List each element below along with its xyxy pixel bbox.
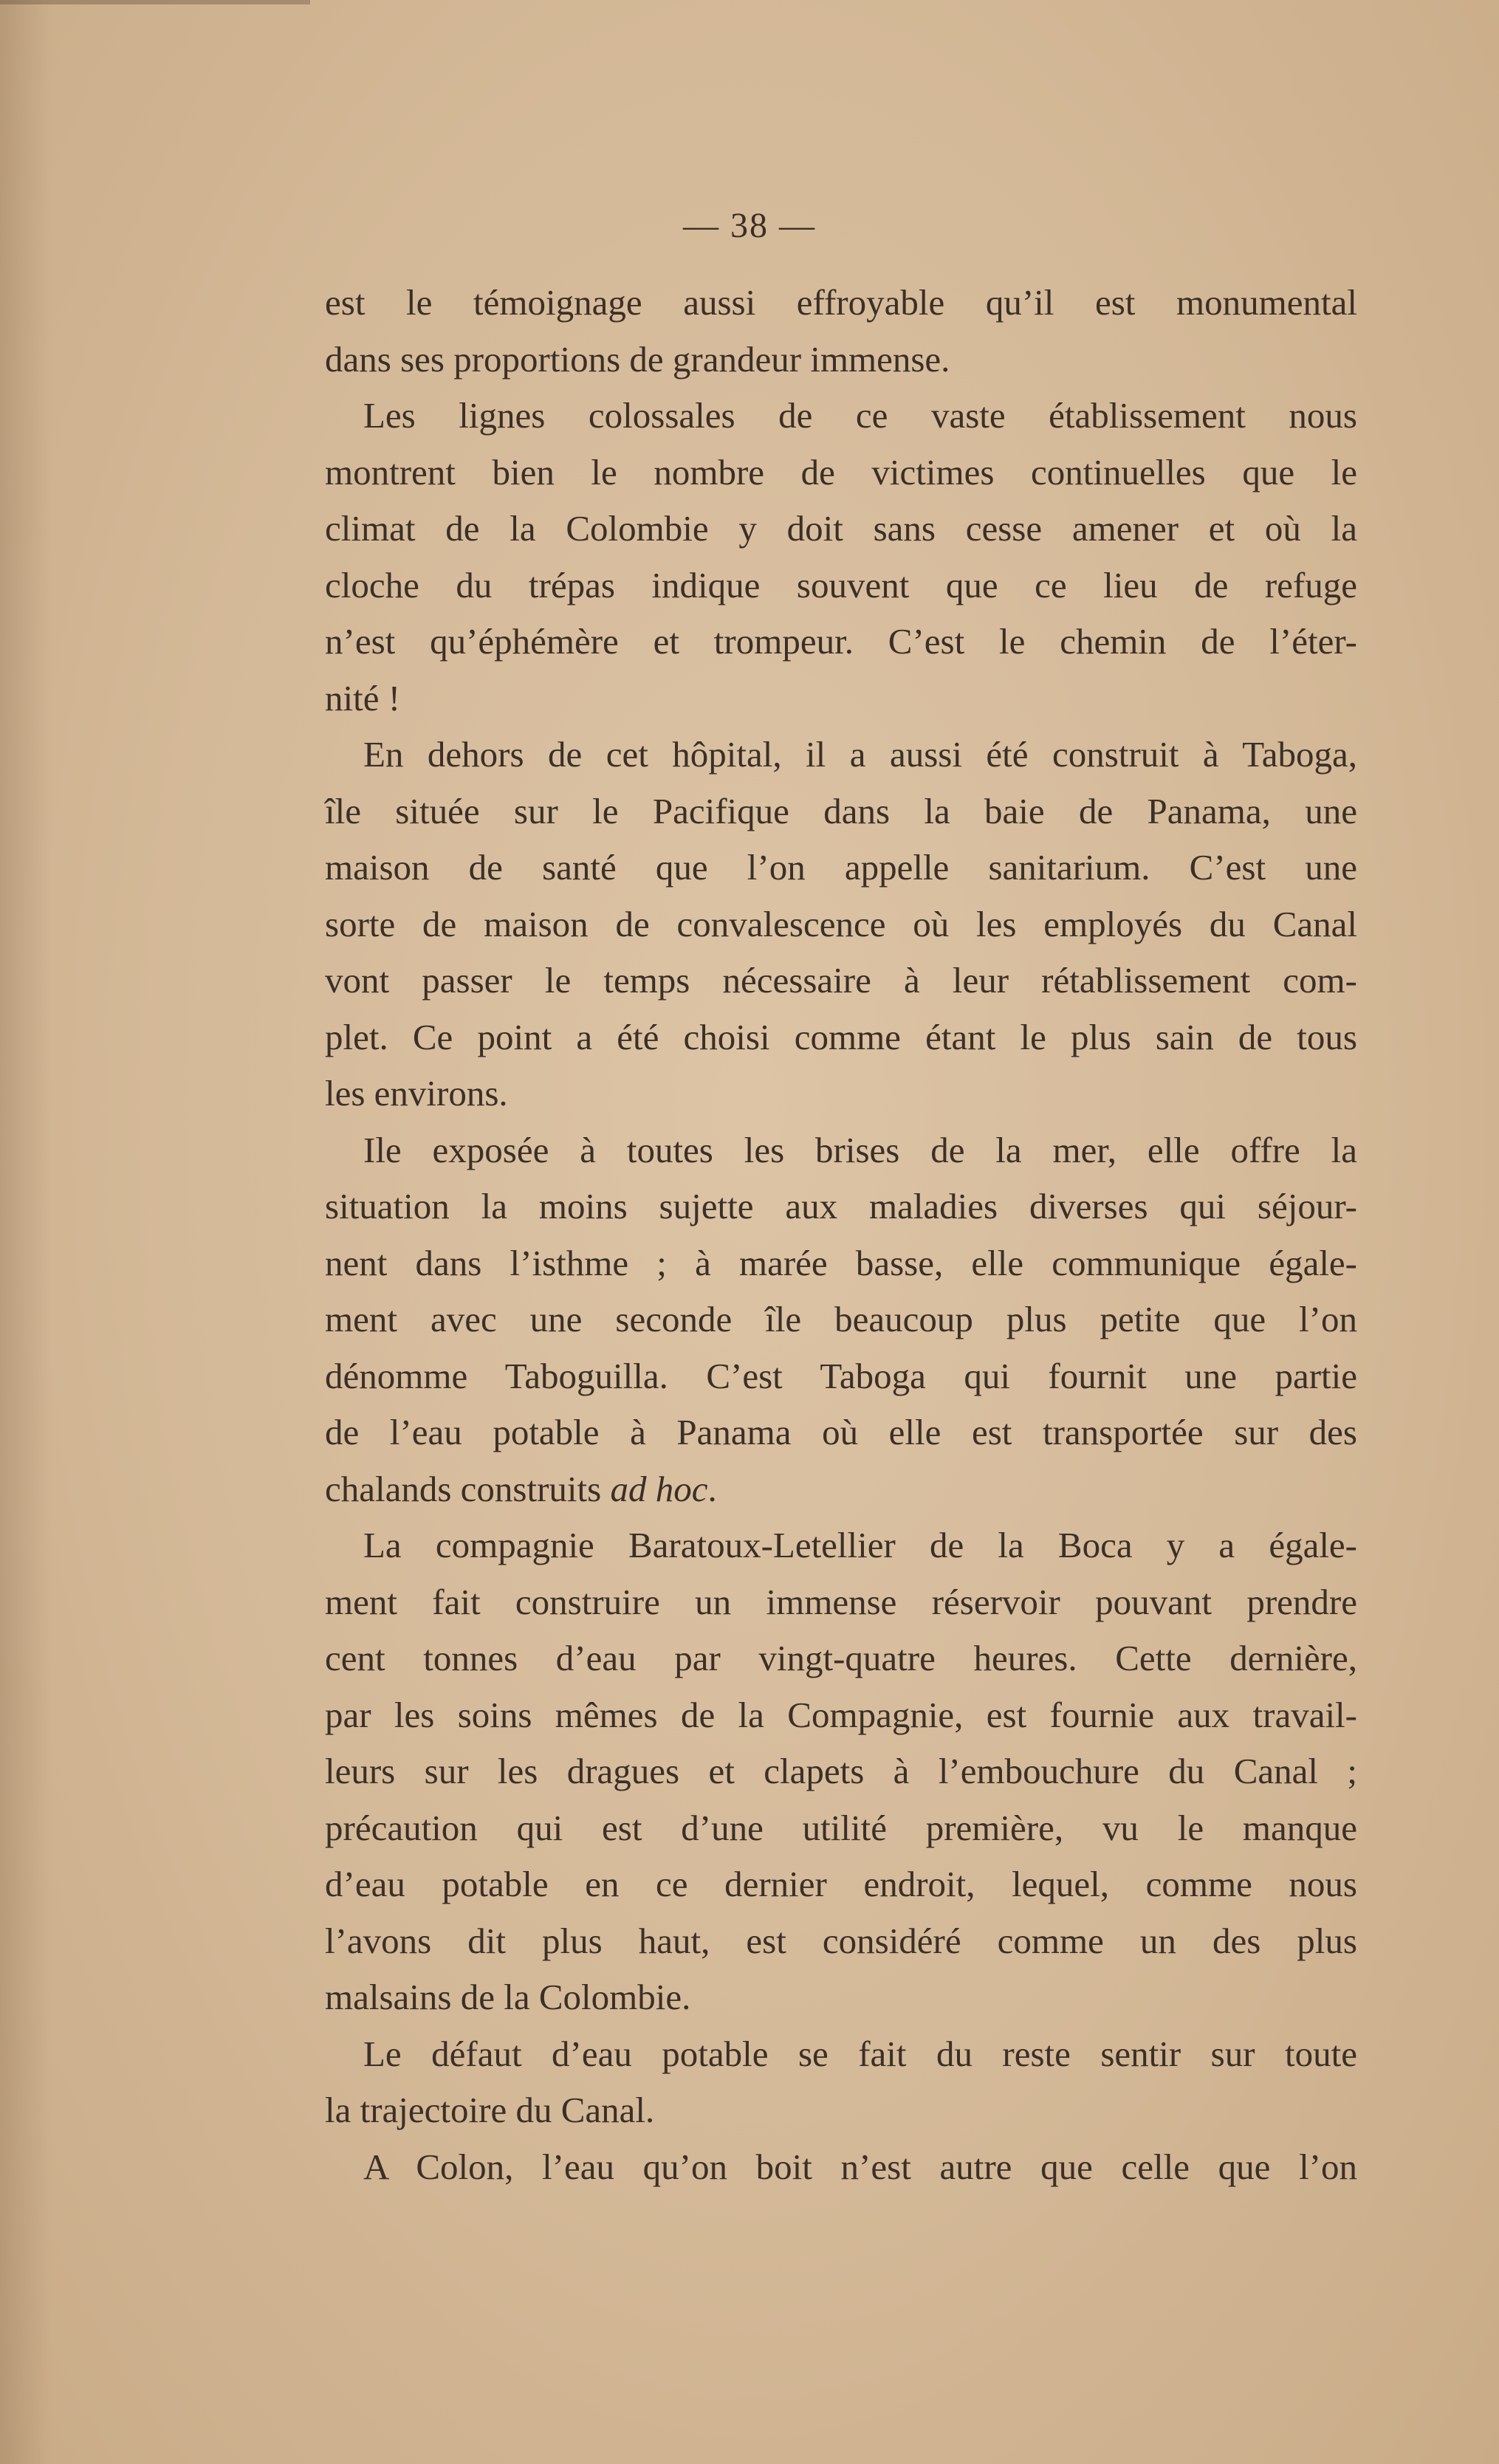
text-line: vont passer le temps nécessaire à leur rétablissement com- bbox=[325, 960, 1357, 1001]
text-line: maison de santé que l’on appelle sanitarium. C’est une bbox=[325, 847, 1357, 888]
text-line: Ile exposée à toutes les brises de la mer, elle offre la bbox=[363, 1129, 1357, 1170]
text-segment: . bbox=[707, 1468, 717, 1509]
page-top-edge bbox=[0, 0, 310, 4]
text-line: malsains de la Colombie. bbox=[325, 1977, 691, 2017]
page-number: — 38 — bbox=[683, 206, 816, 245]
text-line: La compagnie Baratoux-Letellier de la Boca y a égale- bbox=[363, 1525, 1357, 1565]
text-line: situation la moins sujette aux maladies diverses qui séjour- bbox=[325, 1186, 1357, 1226]
text-line: Les lignes colossales de ce vaste établissement nous bbox=[363, 395, 1357, 436]
text-line: n’est qu’éphémère et trompeur. C’est le chemin de l’éter- bbox=[325, 621, 1357, 662]
text-line: cent tonnes d’eau par vingt-quatre heures. Cette dernière, bbox=[325, 1638, 1357, 1678]
text-line: A Colon, l’eau qu’on boit n’est autre que celle que l’on bbox=[363, 2146, 1357, 2187]
text-line: leurs sur les dragues et clapets à l’embouchure du Canal ; bbox=[325, 1751, 1357, 1791]
italic-phrase: ad hoc bbox=[610, 1468, 708, 1509]
page-edge-shadow bbox=[0, 0, 52, 2464]
text-line: dans ses proportions de grandeur immense. bbox=[325, 338, 950, 380]
text-line: montrent bien le nombre de victimes continuelles que le bbox=[325, 451, 1357, 493]
text-line: nent dans l’isthme ; à marée basse, elle communique égale- bbox=[325, 1242, 1357, 1283]
text-line: est le témoignage aussi effroyable qu’il est monumental bbox=[325, 282, 1357, 323]
text-line: ment avec une seconde île beaucoup plus petite que l’on bbox=[325, 1299, 1357, 1339]
text-line: les environs. bbox=[325, 1073, 508, 1113]
text-line: plet. Ce point a été choisi comme étant le plus sain de tous bbox=[325, 1016, 1357, 1057]
text-line: par les soins mêmes de la Compagnie, est fournie aux travail- bbox=[325, 1694, 1357, 1735]
text-line: d’eau potable en ce dernier endroit, lequel, comme nous bbox=[325, 1864, 1357, 1904]
text-line: dénomme Taboguilla. C’est Taboga qui fournit une partie bbox=[325, 1355, 1357, 1396]
body-text bbox=[325, 275, 1357, 2195]
text-segment: chalands construits bbox=[325, 1468, 611, 1509]
text-line: nité ! bbox=[325, 677, 401, 718]
text-line: ment fait construire un immense réservoir pouvant prendre bbox=[325, 1581, 1357, 1622]
text-line: Le défaut d’eau potable se fait du reste sentir sur toute bbox=[363, 2033, 1357, 2074]
text-line: de l’eau potable à Panama où elle est transportée sur des bbox=[325, 1412, 1357, 1452]
text-line: En dehors de cet hôpital, il a aussi été construit à Taboga, bbox=[363, 734, 1357, 775]
text-line: l’avons dit plus haut, est considéré comme un des plus bbox=[325, 1920, 1357, 1961]
text-line: la trajectoire du Canal. bbox=[325, 2090, 655, 2130]
text-line: climat de la Colombie y doit sans cesse amener et où la bbox=[325, 508, 1357, 549]
text-line: cloche du trépas indique souvent que ce lieu de refuge bbox=[325, 564, 1357, 605]
text-line bbox=[325, 1461, 1357, 1518]
text-line: île située sur le Pacifique dans la baie de Panama, une bbox=[325, 790, 1357, 831]
text-line: précaution qui est d’une utilité première, vu le manque bbox=[325, 1807, 1357, 1848]
text-line: sorte de maison de convalescence où les employés du Canal bbox=[325, 903, 1357, 944]
